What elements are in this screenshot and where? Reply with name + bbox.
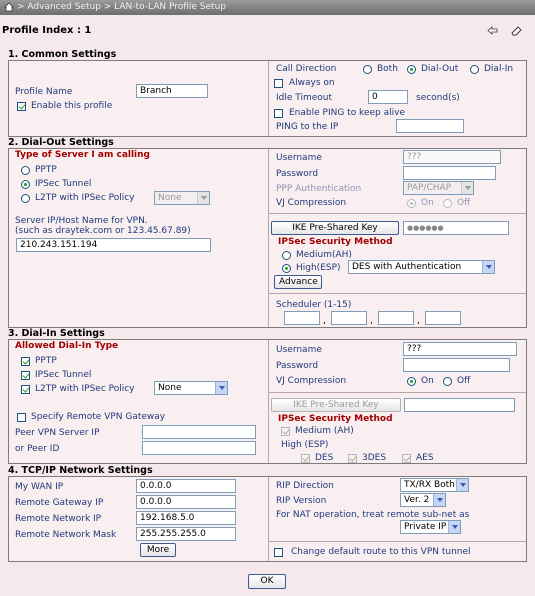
my-wan-ip-label: My WAN IP [15, 482, 64, 492]
dialout-password-label: Password [276, 169, 319, 179]
dialout-medium-ah-label: Medium(AH) [296, 250, 352, 260]
dialin-3des-checkbox[interactable] [348, 454, 357, 463]
dialin-vj-label: VJ Compression [276, 376, 347, 386]
chevron-down-icon [482, 261, 494, 273]
call-direction-label: Call Direction [276, 64, 337, 74]
dialout-pptp-label: PPTP [35, 165, 57, 175]
ping-ip-label: PING to the IP [276, 122, 339, 132]
peer-ip-label: Peer VPN Server IP [15, 428, 100, 438]
rip-version-label: RIP Version [276, 496, 327, 506]
dialin-pptp-checkbox[interactable] [21, 357, 30, 366]
chevron-down-icon [197, 192, 209, 204]
scheduler-label: Scheduler (1-15) [276, 300, 352, 310]
remote-network-ip-label: Remote Network IP [15, 514, 102, 524]
chevron-down-icon [433, 494, 445, 506]
dialout-high-esp-radio[interactable] [282, 264, 291, 273]
back-arrow-icon[interactable] [487, 26, 498, 35]
direction-dialin-label: Dial-In [484, 64, 514, 74]
enable-ping-checkbox[interactable] [274, 109, 283, 118]
dialin-vj-off-label: Off [457, 376, 471, 386]
ppp-auth-value: PAP/CHAP [407, 183, 452, 193]
home-icon[interactable] [4, 2, 14, 12]
my-wan-ip-input[interactable]: 0.0.0.0 [136, 479, 236, 493]
server-type-title: Type of Server I am calling [15, 150, 150, 160]
allowed-dialin-title: Allowed Dial-In Type [15, 341, 119, 351]
dialin-high-esp-label: High (ESP) [281, 440, 329, 450]
dialout-l2tp-policy-select[interactable] [154, 191, 210, 205]
dialout-vj-off-radio[interactable] [443, 199, 452, 208]
ping-ip-input[interactable] [396, 119, 464, 133]
dialout-vj-on-label: On [421, 198, 434, 208]
scheduler-separator: , [323, 316, 326, 326]
dialin-pptp-label: PPTP [35, 356, 57, 366]
dialout-high-esp-label: High(ESP) [296, 263, 341, 273]
direction-dialout-radio[interactable] [407, 65, 416, 74]
dialin-vj-off-radio[interactable] [443, 377, 452, 386]
ppp-auth-select[interactable] [403, 181, 474, 195]
always-on-label: Always on [289, 78, 335, 88]
enable-ping-label: Enable PING to keep alive [289, 108, 405, 118]
dialin-ipsec-method-title: IPSec Security Method [278, 414, 393, 424]
tcpip-settings-title: 4. TCP/IP Network Settings [8, 465, 153, 476]
eraser-icon[interactable] [510, 25, 523, 36]
default-route-checkbox[interactable] [274, 548, 283, 557]
dialout-ike-key-button[interactable]: IKE Pre-Shared Key [271, 221, 399, 235]
peer-ip-input[interactable] [142, 425, 256, 439]
dialin-aes-label: AES [416, 453, 434, 463]
peer-id-label: or Peer ID [15, 444, 60, 454]
scheduler-input-3[interactable] [378, 311, 414, 325]
enable-profile-label: Enable this profile [31, 101, 113, 111]
dialin-l2tp-policy-value: None [158, 383, 182, 393]
dialout-vj-on-radio[interactable] [407, 199, 416, 208]
scheduler-input-1[interactable] [284, 311, 320, 325]
dialin-l2tp-checkbox[interactable] [21, 385, 30, 394]
dialout-high-esp-select[interactable] [348, 260, 495, 274]
specify-gateway-checkbox[interactable] [17, 413, 26, 422]
profile-name-input[interactable]: Branch [136, 84, 208, 98]
more-button[interactable]: More [140, 543, 176, 557]
dialin-vj-on-label: On [421, 376, 434, 386]
dialout-l2tp-label: L2TP with IPSec Policy [35, 193, 135, 203]
scheduler-input-4[interactable] [425, 311, 461, 325]
dialout-settings-title: 2. Dial-Out Settings [8, 137, 114, 148]
dialin-ipsec-checkbox[interactable] [21, 371, 30, 380]
dialout-username-label: Username [276, 153, 322, 163]
idle-timeout-input[interactable]: 0 [368, 90, 408, 104]
dialin-medium-ah-checkbox[interactable] [281, 427, 290, 436]
dialout-vj-label: VJ Compression [276, 198, 347, 208]
remote-network-ip-input[interactable]: 192.168.5.0 [136, 511, 236, 525]
dialin-password-input[interactable] [403, 358, 510, 372]
dialin-des-checkbox[interactable] [301, 454, 310, 463]
top-bar [0, 0, 535, 15]
dialout-ike-key-input[interactable]: ●●●●●● [403, 221, 509, 235]
always-on-checkbox[interactable] [274, 79, 283, 88]
dialout-high-esp-value: DES with Authentication [352, 262, 462, 272]
chevron-down-icon [456, 479, 468, 491]
default-route-label: Change default route to this VPN tunnel [291, 547, 471, 557]
dialin-l2tp-label: L2TP with IPSec Policy [35, 384, 135, 394]
dialout-ipsec-label: IPSec Tunnel [35, 179, 92, 189]
dialin-3des-label: 3DES [362, 453, 387, 463]
specify-gateway-label: Specify Remote VPN Gateway [31, 412, 166, 422]
dialin-ike-key-input[interactable] [404, 398, 515, 412]
dialin-username-input[interactable]: ??? [403, 342, 517, 356]
dialin-ipsec-label: IPSec Tunnel [35, 370, 92, 380]
remote-network-mask-input[interactable]: 255.255.255.0 [136, 527, 236, 541]
profile-index: Profile Index : 1 [2, 25, 92, 36]
server-ip-input[interactable]: 210.243.151.194 [16, 238, 211, 252]
dialout-l2tp-radio[interactable] [21, 194, 30, 203]
direction-both-label: Both [377, 64, 398, 74]
direction-both-radio[interactable] [363, 65, 372, 74]
direction-dialin-radio[interactable] [470, 65, 479, 74]
nat-operation-label: For NAT operation, treat remote sub-net as [276, 510, 470, 520]
dialin-des-label: DES [315, 453, 334, 463]
rip-version-value: Ver. 2 [404, 495, 430, 505]
dialin-password-label: Password [276, 361, 319, 371]
rip-version-select[interactable] [400, 493, 446, 507]
dialout-medium-ah-radio[interactable] [282, 251, 291, 260]
enable-profile-checkbox[interactable] [17, 102, 26, 111]
dialin-settings-title: 3. Dial-In Settings [8, 328, 105, 339]
rip-direction-label: RIP Direction [276, 481, 334, 491]
remote-network-mask-label: Remote Network Mask [15, 530, 117, 540]
chevron-down-icon [461, 182, 473, 194]
dialin-username-label: Username [276, 345, 322, 355]
chevron-down-icon [448, 521, 460, 533]
direction-dialout-label: Dial-Out [421, 64, 459, 74]
dialout-vj-off-label: Off [457, 198, 471, 208]
profile-name-label: Profile Name [15, 87, 73, 97]
dialin-medium-ah-label: Medium (AH) [295, 426, 354, 436]
rip-direction-select[interactable] [400, 478, 469, 492]
server-ip-label: Server IP/Host Name for VPN. [15, 216, 148, 226]
dialin-ike-key-button[interactable]: IKE Pre-Shared Key [271, 398, 401, 412]
dialout-ipsec-radio[interactable] [21, 180, 30, 189]
ppp-auth-label: PPP Authentication [276, 184, 362, 194]
remote-gateway-ip-input[interactable]: 0.0.0.0 [136, 495, 236, 509]
idle-timeout-label: Idle Timeout [276, 93, 333, 103]
common-settings-title: 1. Common Settings [8, 49, 117, 60]
nat-operation-value: Private IP [404, 522, 447, 532]
chevron-down-icon [215, 382, 227, 394]
rip-direction-value: TX/RX Both [404, 480, 455, 490]
scheduler-separator: , [370, 316, 373, 326]
dialin-vj-on-radio[interactable] [407, 377, 416, 386]
remote-gateway-ip-label: Remote Gateway IP [15, 498, 104, 508]
server-ip-example: (such as draytek.com or 123.45.67.89) [15, 226, 191, 236]
advance-button[interactable]: Advance [274, 275, 322, 289]
dialout-username-input[interactable]: ??? [403, 150, 501, 164]
dialout-pptp-radio[interactable] [21, 166, 30, 175]
peer-id-input[interactable] [142, 441, 256, 455]
ok-button[interactable]: OK [248, 574, 286, 589]
nat-operation-select[interactable] [400, 520, 461, 534]
scheduler-input-2[interactable] [331, 311, 367, 325]
dialout-l2tp-policy-value: None [158, 193, 182, 203]
dialin-l2tp-policy-select[interactable] [154, 381, 228, 395]
breadcrumb: > Advanced Setup > LAN-to-LAN Profile Setup [17, 2, 226, 12]
idle-timeout-unit: second(s) [416, 93, 460, 103]
dialin-aes-checkbox[interactable] [402, 454, 411, 463]
scheduler-separator: , [417, 316, 420, 326]
dialout-ipsec-method-title: IPSec Security Method [278, 237, 393, 247]
dialout-password-input[interactable] [403, 166, 496, 180]
